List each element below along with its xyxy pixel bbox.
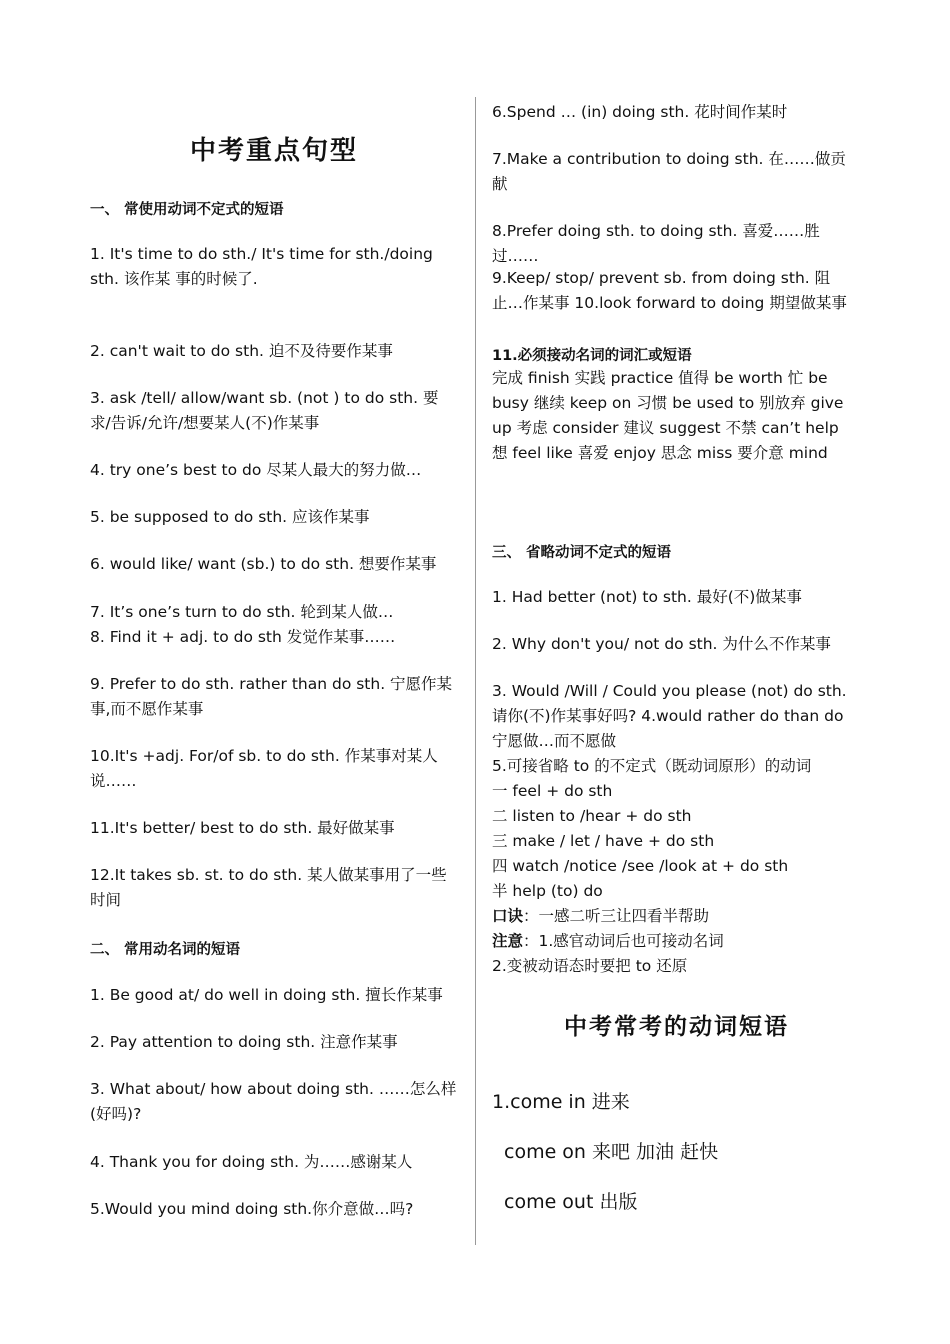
note-line-2: 2.变被动语态时要把 to 还原 bbox=[492, 957, 688, 975]
list-item: 1. Be good at/ do well in doing sth. 擅长作某事 bbox=[90, 986, 443, 1004]
list-line: 二 listen to /hear + do sth bbox=[492, 807, 692, 825]
mnemonic-label: 口诀 bbox=[492, 907, 524, 925]
list-item: 9.Keep/ stop/ prevent sb. from doing sth. 阻止…作某事 10.look forward to doing 期望做某事 bbox=[492, 269, 847, 312]
list-item: 4. try one’s best to do 尽某人最大的努力做… bbox=[90, 461, 422, 479]
note-text: ：1.感官动词后也可接动名词 bbox=[523, 932, 724, 950]
list-line: 半 help (to) do bbox=[492, 882, 603, 900]
phrase-item: come out 出版 bbox=[504, 1191, 638, 1213]
list-item: 2. Why don't you/ not do sth. 为什么不作某事 bbox=[492, 635, 831, 653]
list-line: 一 feel + do sth bbox=[492, 782, 613, 800]
list-item: 6. would like/ want (sb.) to do sth. 想要作某事 bbox=[90, 555, 437, 573]
list-item: 9. Prefer to do sth. rather than do sth. 宁愿作某事,而不愿作某事 bbox=[90, 675, 453, 718]
phrase-item: come on 来吧 加油 赶快 bbox=[504, 1141, 719, 1163]
list-item: 6.Spend … (in) doing sth. 花时间作某时 bbox=[492, 103, 788, 121]
page-title: 中考重点句型 bbox=[190, 136, 359, 166]
gerund-verb-list: 完成 finish 实践 practice 值得 be worth 忙 be busy 继续 keep on 习惯 be used to 别放弃 give up 考虑 consider 建议 suggest 不禁 can’t help 想 feel like 喜爱 enjoy 思念 miss 要介意 mind bbox=[492, 369, 844, 462]
list-item: 5.Would you mind doing sth.你介意做…吗? bbox=[90, 1200, 414, 1218]
list-item: 7. It’s one’s turn to do sth. 轮到某人做… bbox=[90, 603, 394, 621]
list-item: 1. It's time to do sth./ It's time for sth./doing sth. 该作某 事的时候了. bbox=[90, 245, 433, 288]
item-11-label: 11.必须接动名词的词汇或短语 bbox=[492, 348, 692, 364]
list-item: 8.Prefer doing sth. to doing sth. 喜爱……胜过…… bbox=[492, 222, 820, 265]
list-item: 11.It's better/ best to do sth. 最好做某事 bbox=[90, 819, 395, 837]
list-item: 10.It's +adj. For/of sb. to do sth. 作某事对某人说…… bbox=[90, 747, 438, 790]
list-item: 4. Thank you for doing sth. 为……感谢某人 bbox=[90, 1153, 413, 1171]
note-label: 注意 bbox=[492, 932, 524, 950]
mnemonic-line bbox=[492, 904, 858, 929]
list-item: 2. Pay attention to doing sth. 注意作某事 bbox=[90, 1033, 398, 1051]
section-1-heading: 一、 常使用动词不定式的短语 bbox=[90, 202, 284, 218]
list-line: 四 watch /notice /see /look at + do sth bbox=[492, 857, 789, 875]
list-item: 3. Would /Will / Could you please (not) do sth. 请你(不)作某事好吗? 4.would rather do than do 宁愿做…而不愿做 bbox=[492, 682, 847, 750]
list-item: 3. ask /tell/ allow/want sb. (not ) to do sth. 要求/告诉/允许/想要某人(不)作某事 bbox=[90, 389, 439, 432]
column-divider bbox=[475, 97, 476, 1245]
list-item: 2. can't wait to do sth. 迫不及待要作某事 bbox=[90, 342, 393, 360]
note-line bbox=[492, 929, 858, 954]
list-item: 7.Make a contribution to doing sth. 在……做贡献 bbox=[492, 150, 846, 193]
list-item: 8. Find it + adj. to do sth 发觉作某事…… bbox=[90, 628, 396, 646]
list-line: 5.可接省略 to 的不定式（既动词原形）的动词 bbox=[492, 757, 812, 775]
section-3-heading: 三、 省略动词不定式的短语 bbox=[492, 545, 672, 561]
list-item: 3. What about/ how about doing sth. ……怎么样(好吗)? bbox=[90, 1080, 457, 1123]
list-item: 1. Had better (not) to sth. 最好(不)做某事 bbox=[492, 588, 802, 606]
phrase-item: 1.come in 进来 bbox=[492, 1091, 630, 1113]
section-title-verb-phrases: 中考常考的动词短语 bbox=[564, 1013, 789, 1040]
list-item: 12.It takes sb. st. to do sth. 某人做某事用了一些时间 bbox=[90, 866, 447, 909]
list-item: 5. be supposed to do sth. 应该作某事 bbox=[90, 508, 370, 526]
mnemonic-text: ：一感二听三让四看半帮助 bbox=[523, 907, 710, 925]
section-2-heading: 二、 常用动名词的短语 bbox=[90, 942, 241, 958]
list-line: 三 make / let / have + do sth bbox=[492, 832, 715, 850]
